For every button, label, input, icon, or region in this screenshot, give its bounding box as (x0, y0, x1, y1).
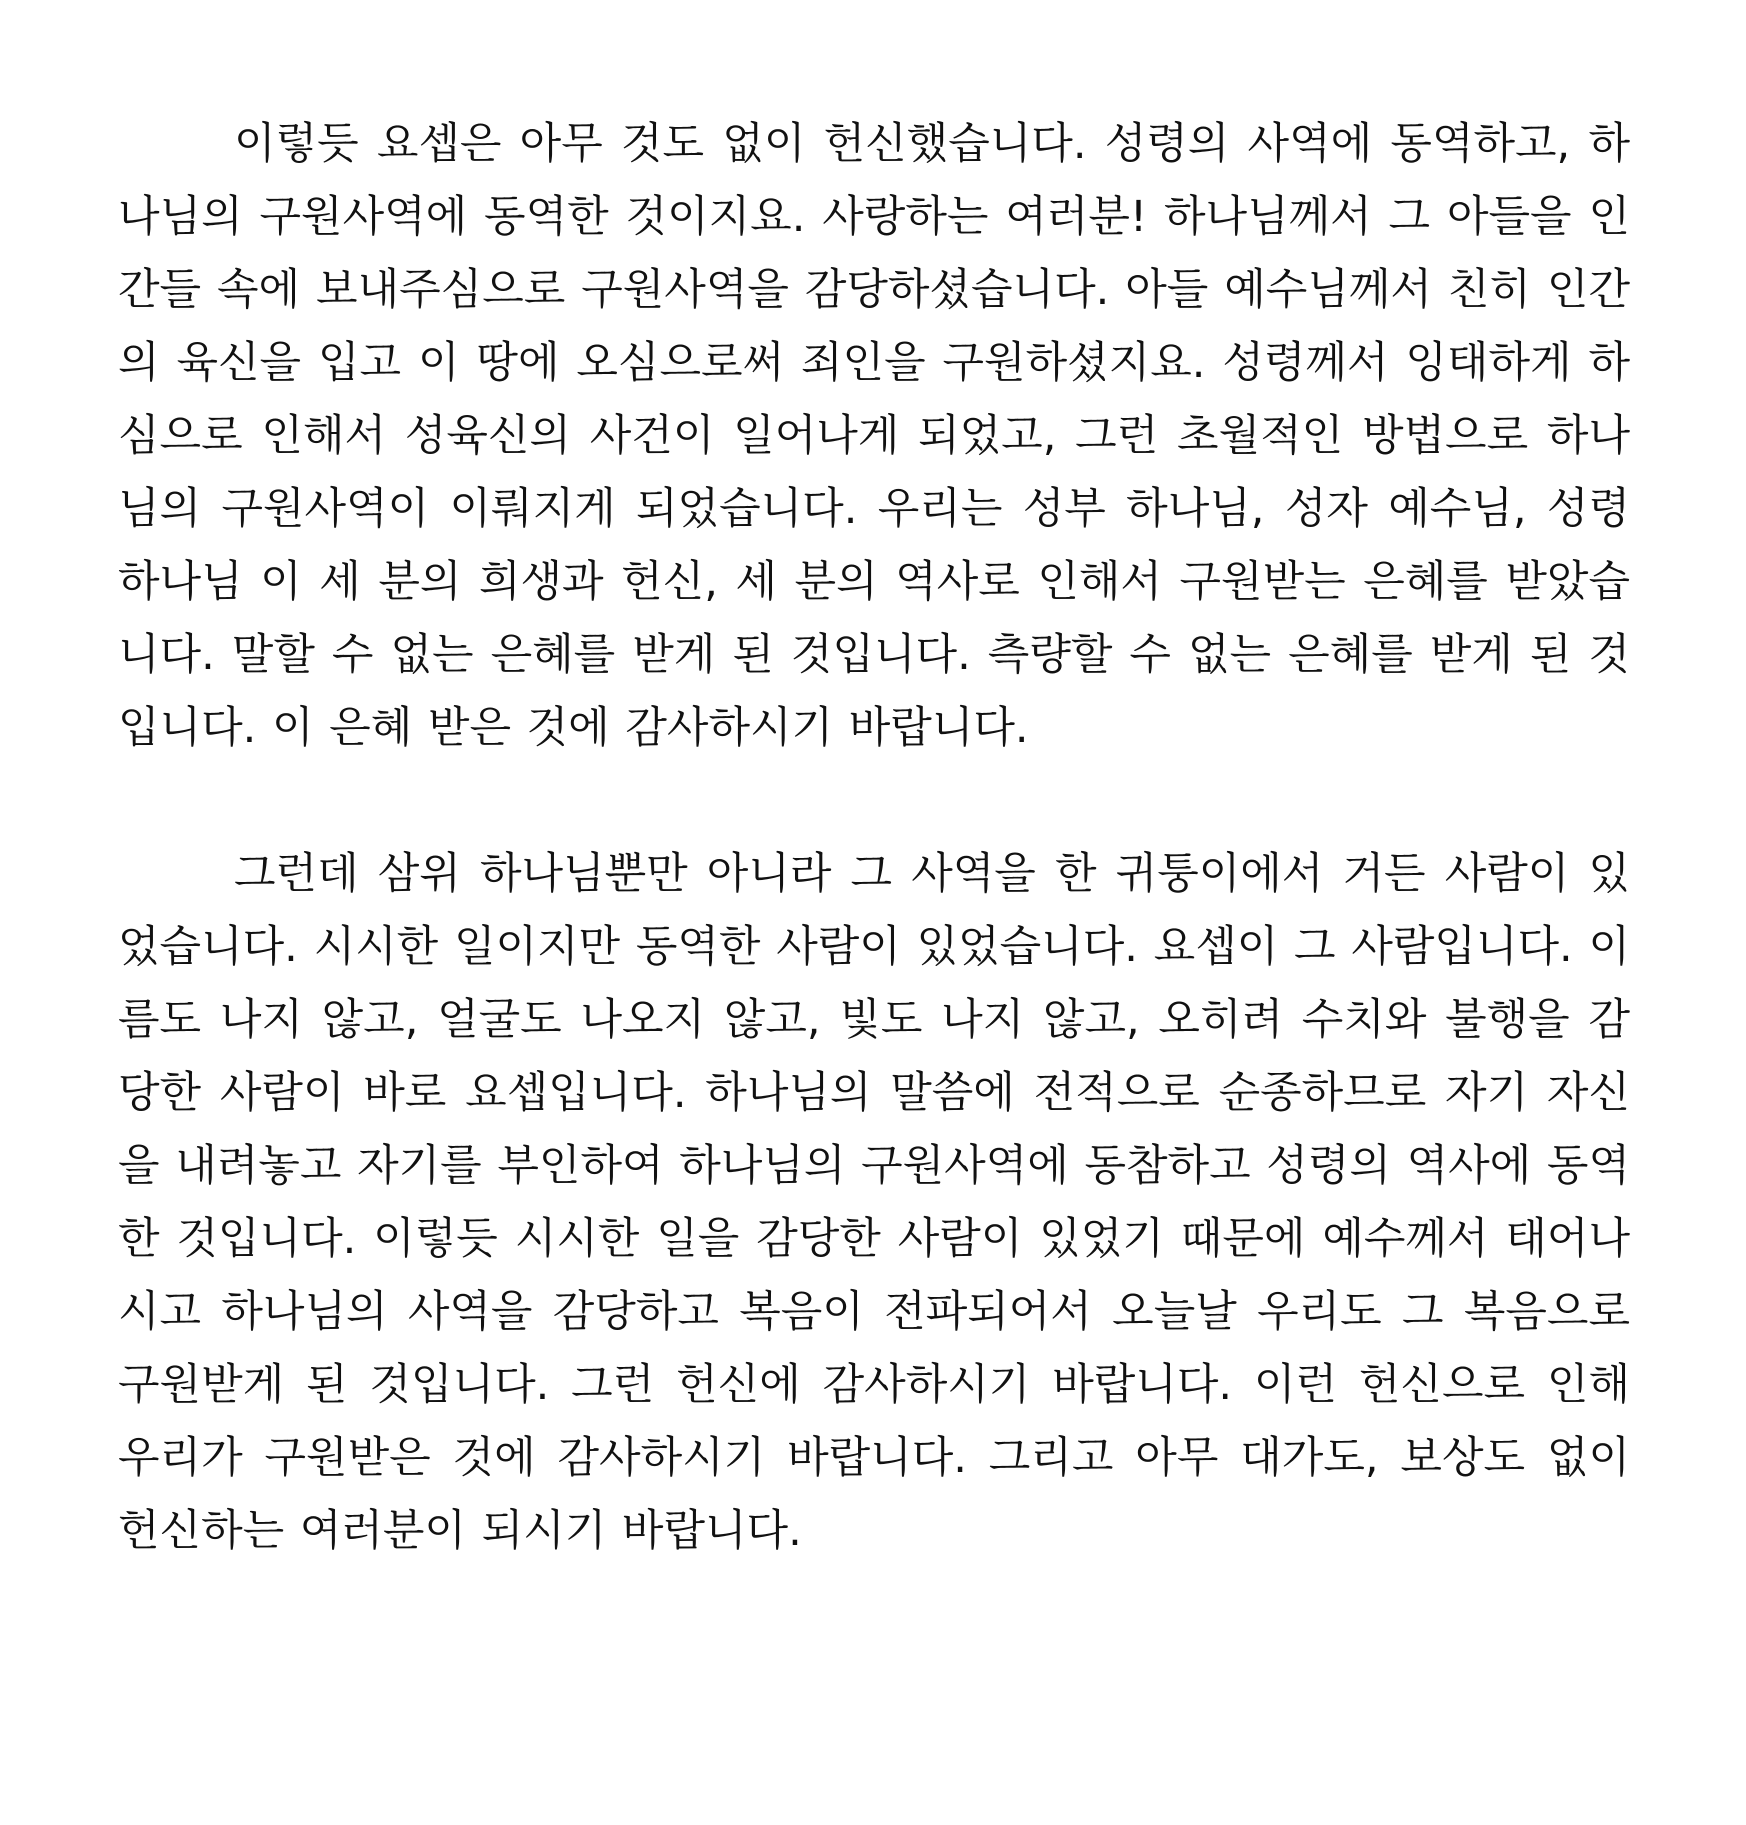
paragraph-2: 그런데 삼위 하나님뿐만 아니라 그 사역을 한 귀퉁이에서 거든 사람이 있었습니다. 시시한 일이지만 동역한 사람이 있었습니다. 요셉이 그 사람입니다. 이름도 나지 않고, 얼굴도 나오지 않고, 빛도 나지 않고, 오히려 수치와 불행을 감당한 사람이 바로 요셉입니다. 하나님의 말씀에 전적으로 순종하므로 자기 자신을 내려놓고 자기를 부인하여 하나님의 구원사역에 동참하고 성령의 역사에 동역한 것입니다. 이렇듯 시시한 일을 감당한 사람이 있었기 때문에 예수께서 태어나시고 하나님의 사역을 감당하고 복음이 전파되어서 오늘날 우리도 그 복음으로 구원받게 된 것입니다. 그런 헌신에 감사하시기 바랍니다. 이런 헌신으로 인해 우리가 구원받은 것에 감사하시기 바랍니다. 그리고 아무 대가도, 보상도 없이 헌신하는 여러분이 되시기 바랍니다. (118, 849, 1630, 1556)
paragraph-1: 이렇듯 요셉은 아무 것도 없이 헌신했습니다. 성령의 사역에 동역하고, 하나님의 구원사역에 동역한 것이지요. 사랑하는 여러분! 하나님께서 그 아들을 인간들 속에 보내주심으로 구원사역을 감당하셨습니다. 아들 예수님께서 친히 인간의 육신을 입고 이 땅에 오심으로써 죄인을 구원하셨지요. 성령께서 잉태하게 하심으로 인해서 성육신의 사건이 일어나게 되었고, 그런 초월적인 방법으로 하나님의 구원사역이 이뤄지게 되었습니다. 우리는 성부 하나님, 성자 예수님, 성령 하나님 이 세 분의 희생과 헌신, 세 분의 역사로 인해서 구원받는 은혜를 받았습니다. 말할 수 없는 은혜를 받게 된 것입니다. 측량할 수 없는 은혜를 받게 된 것입니다. 이 은혜 받은 것에 감사하시기 바랍니다. (118, 119, 1630, 753)
document-page (118, 108, 1630, 1568)
